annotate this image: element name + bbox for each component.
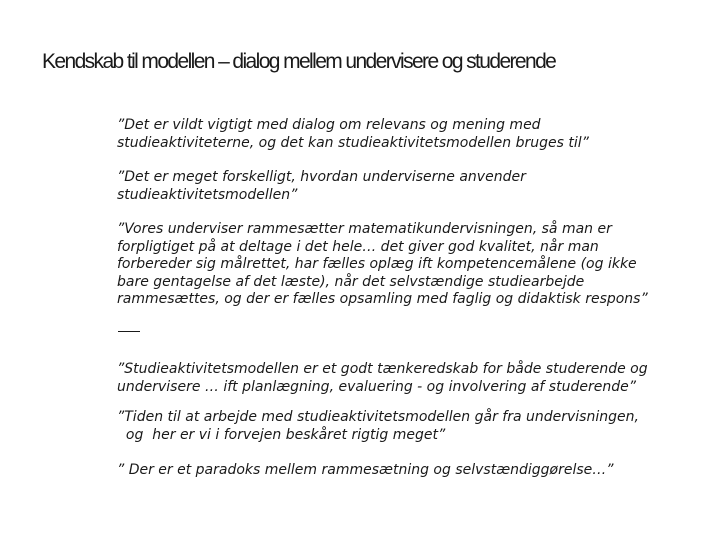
quote-line: ”Det er vildt vigtigt med dialog om relevans og mening med <box>117 117 541 133</box>
quote-3 <box>117 221 697 309</box>
quote-line: og her er vi i forvejen beskåret rigtig meget” <box>117 426 446 443</box>
quote-1 <box>117 117 697 152</box>
quote-line: ”Vores underviser rammesætter matematikundervisningen, så man er <box>117 221 612 237</box>
quote-line: bare gentagelse af det læste), når det selvstændige studiearbejde <box>117 273 585 290</box>
quote-line: studieaktiviteterne, og det kan studieaktivitetsmodellen bruges til” <box>117 134 589 151</box>
quote-line: forpligtiget på at deltage i det hele… det giver god kvalitet, når man <box>117 238 599 255</box>
quote-4 <box>117 361 697 396</box>
slide-title: Kendskab til modellen – dialog mellem undervisere og studerende <box>42 50 556 73</box>
quote-line: ”Tiden til at arbejde med studieaktivitetsmodellen går fra undervisningen, <box>117 409 639 425</box>
quote-line: forbereder sig målrettet, har fælles oplæg ift kompetencemålene (og ikke <box>117 256 637 272</box>
quote-line: ”Det er meget forskelligt, hvordan underviserne anvender <box>117 169 526 185</box>
quote-line: ”Studieaktivitetsmodellen er et godt tænkeredskab for både studerende og <box>117 361 648 377</box>
quote-line: ” Der er et paradoks mellem rammesætning og selvstændiggørelse…” <box>117 462 614 478</box>
quote-line: undervisere … ift planlægning, evaluering - og involvering af studerende” <box>117 378 636 395</box>
quote-line: rammesættes, og der er fælles opsamling med faglig og didaktisk respons” <box>117 291 648 307</box>
quote-6 <box>117 462 697 480</box>
section-divider <box>118 331 140 332</box>
quote-2 <box>117 169 697 204</box>
quote-5 <box>117 409 697 444</box>
quote-line: studieaktivitetsmodellen” <box>117 186 298 203</box>
